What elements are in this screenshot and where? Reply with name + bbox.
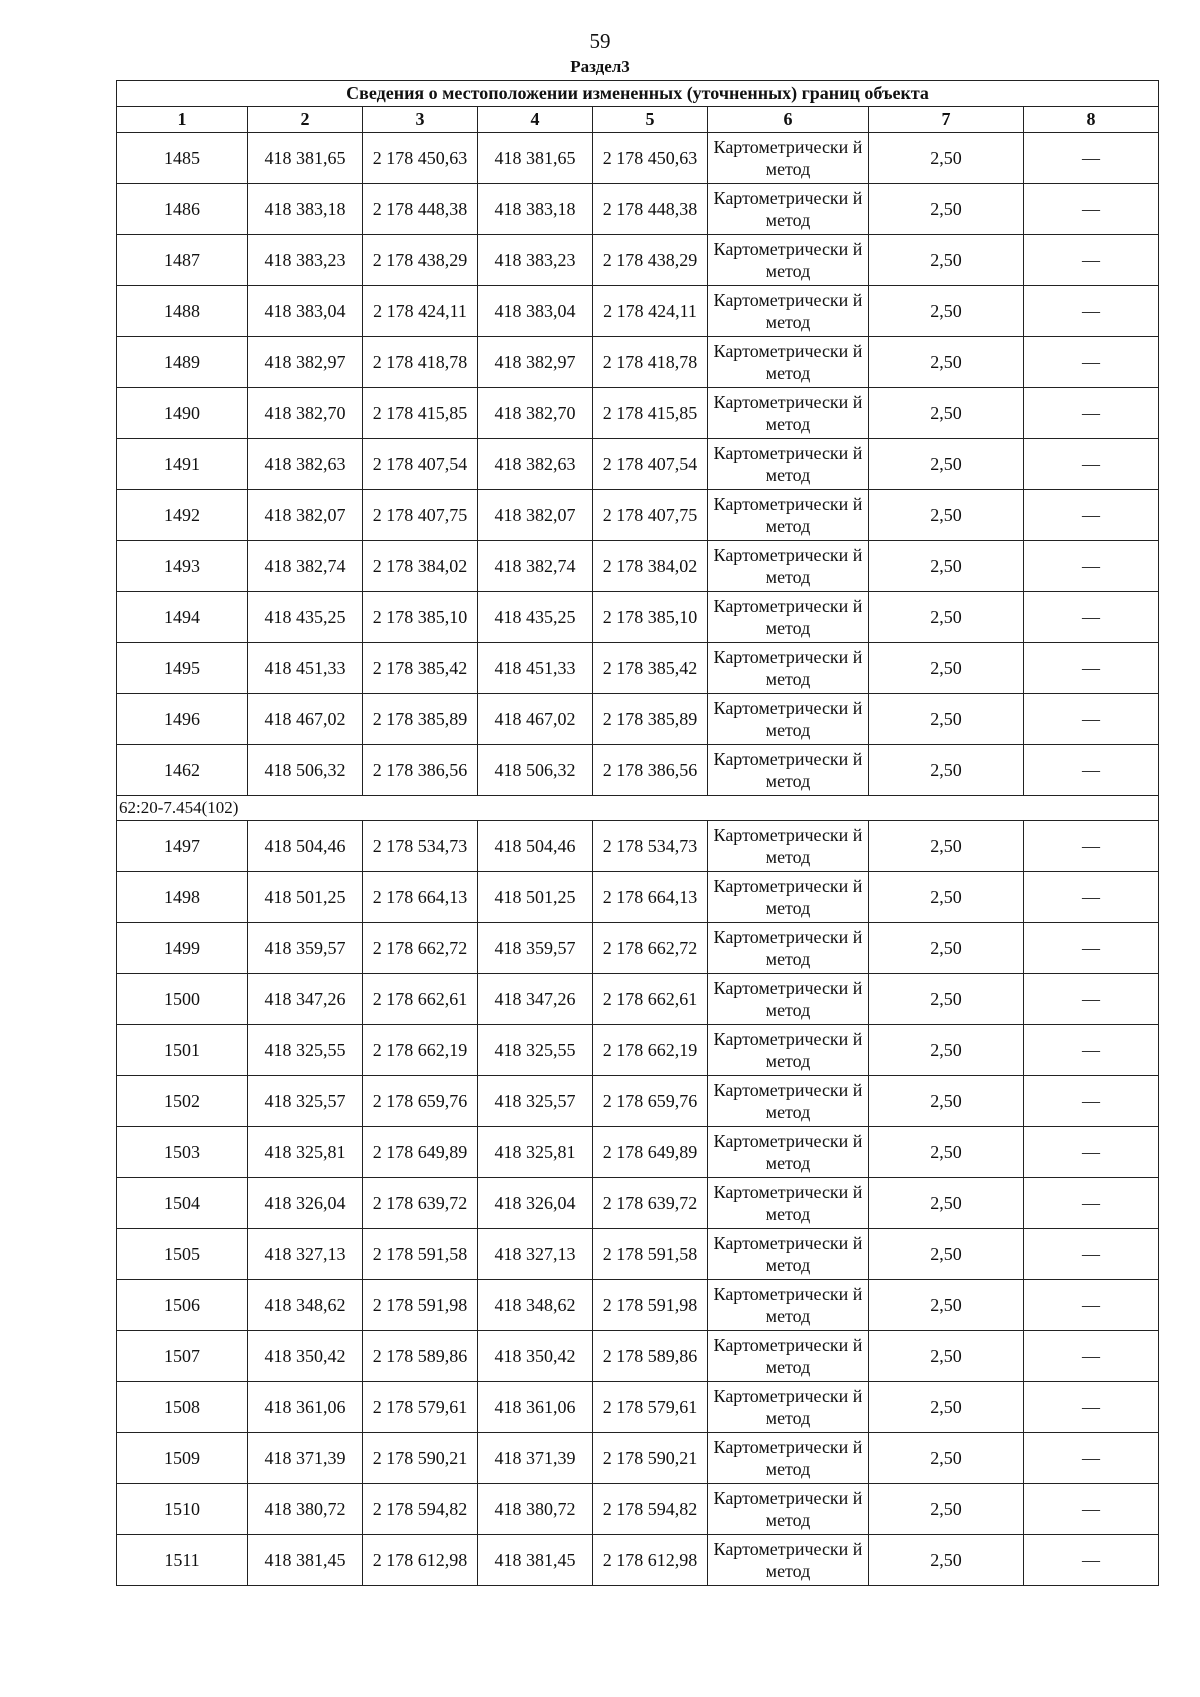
cell-old-y: 2 178 438,29 [363, 235, 478, 286]
cell-accuracy: 2,50 [869, 286, 1024, 337]
cell-new-y: 2 178 385,89 [593, 694, 708, 745]
table-row [117, 1280, 1159, 1331]
cell-new-x: 418 382,07 [478, 490, 593, 541]
cell-note: — [1024, 643, 1159, 694]
cell-method: Картометрически й метод [708, 745, 869, 796]
cell-old-x: 418 501,25 [248, 872, 363, 923]
cell-method: Картометрически й метод [708, 1229, 869, 1280]
cell-accuracy: 2,50 [869, 643, 1024, 694]
cell-new-y: 2 178 594,82 [593, 1484, 708, 1535]
cell-accuracy: 2,50 [869, 821, 1024, 872]
cell-note: — [1024, 1025, 1159, 1076]
cell-new-x: 418 382,70 [478, 388, 593, 439]
column-number-7: 7 [869, 107, 1024, 133]
cell-new-x: 418 327,13 [478, 1229, 593, 1280]
table-row [117, 1178, 1159, 1229]
cell-accuracy: 2,50 [869, 745, 1024, 796]
cell-accuracy: 2,50 [869, 490, 1024, 541]
cell-old-x: 418 382,70 [248, 388, 363, 439]
cell-point-number: 1497 [117, 821, 248, 872]
cell-point-number: 1504 [117, 1178, 248, 1229]
cell-old-x: 418 383,04 [248, 286, 363, 337]
cell-point-number: 1498 [117, 872, 248, 923]
cell-new-x: 418 325,57 [478, 1076, 593, 1127]
cell-accuracy: 2,50 [869, 923, 1024, 974]
cell-new-y: 2 178 612,98 [593, 1535, 708, 1586]
cell-note: — [1024, 872, 1159, 923]
cell-method: Картометрически й метод [708, 1127, 869, 1178]
cell-accuracy: 2,50 [869, 592, 1024, 643]
table-caption: Сведения о местоположении измененных (уточненных) границ объекта [117, 81, 1159, 107]
cell-new-y: 2 178 591,98 [593, 1280, 708, 1331]
cell-method: Картометрически й метод [708, 337, 869, 388]
table-row [117, 643, 1159, 694]
table-row [117, 133, 1159, 184]
table-header [117, 81, 1159, 133]
cell-point-number: 1500 [117, 974, 248, 1025]
table-caption-row [117, 81, 1159, 107]
cell-new-x: 418 326,04 [478, 1178, 593, 1229]
table-row [117, 694, 1159, 745]
cell-old-x: 418 383,18 [248, 184, 363, 235]
cell-accuracy: 2,50 [869, 1280, 1024, 1331]
cell-note: — [1024, 821, 1159, 872]
cell-point-number: 1502 [117, 1076, 248, 1127]
table-row [117, 592, 1159, 643]
cell-old-y: 2 178 659,76 [363, 1076, 478, 1127]
cell-point-number: 1490 [117, 388, 248, 439]
cell-old-x: 418 381,45 [248, 1535, 363, 1586]
cell-new-y: 2 178 534,73 [593, 821, 708, 872]
cell-method: Картометрически й метод [708, 1025, 869, 1076]
cell-accuracy: 2,50 [869, 1229, 1024, 1280]
cell-new-y: 2 178 662,72 [593, 923, 708, 974]
cell-new-x: 418 435,25 [478, 592, 593, 643]
cell-accuracy: 2,50 [869, 1331, 1024, 1382]
table-row [117, 490, 1159, 541]
cell-new-x: 418 361,06 [478, 1382, 593, 1433]
cell-old-y: 2 178 385,10 [363, 592, 478, 643]
cell-point-number: 1509 [117, 1433, 248, 1484]
cell-method: Картометрически й метод [708, 1382, 869, 1433]
cell-new-x: 418 371,39 [478, 1433, 593, 1484]
cell-new-y: 2 178 662,61 [593, 974, 708, 1025]
table-row [117, 439, 1159, 490]
group-label: 62:20-7.454(102) [117, 796, 1159, 821]
cell-accuracy: 2,50 [869, 1127, 1024, 1178]
cell-new-x: 418 382,97 [478, 337, 593, 388]
cell-old-x: 418 347,26 [248, 974, 363, 1025]
cell-new-x: 418 383,23 [478, 235, 593, 286]
cell-method: Картометрически й метод [708, 541, 869, 592]
cell-new-y: 2 178 639,72 [593, 1178, 708, 1229]
cell-new-x: 418 348,62 [478, 1280, 593, 1331]
cell-note: — [1024, 1331, 1159, 1382]
cell-new-x: 418 382,74 [478, 541, 593, 592]
cell-old-y: 2 178 579,61 [363, 1382, 478, 1433]
cell-old-x: 418 380,72 [248, 1484, 363, 1535]
table-row [117, 1331, 1159, 1382]
cell-accuracy: 2,50 [869, 1025, 1024, 1076]
table-row [117, 337, 1159, 388]
cell-new-y: 2 178 407,75 [593, 490, 708, 541]
cell-old-x: 418 382,07 [248, 490, 363, 541]
cell-method: Картометрически й метод [708, 872, 869, 923]
cell-point-number: 1488 [117, 286, 248, 337]
column-number-5: 5 [593, 107, 708, 133]
cell-note: — [1024, 592, 1159, 643]
section-title: Раздел3 [570, 57, 630, 76]
cell-note: — [1024, 923, 1159, 974]
cell-note: — [1024, 1382, 1159, 1433]
coordinates-table [116, 80, 1159, 1586]
cell-note: — [1024, 1178, 1159, 1229]
table-row [117, 872, 1159, 923]
cell-new-y: 2 178 662,19 [593, 1025, 708, 1076]
cell-new-y: 2 178 450,63 [593, 133, 708, 184]
cell-point-number: 1505 [117, 1229, 248, 1280]
cell-old-x: 418 359,57 [248, 923, 363, 974]
cell-new-x: 418 350,42 [478, 1331, 593, 1382]
cell-old-x: 418 504,46 [248, 821, 363, 872]
cell-point-number: 1499 [117, 923, 248, 974]
cell-old-y: 2 178 591,98 [363, 1280, 478, 1331]
cell-point-number: 1495 [117, 643, 248, 694]
cell-method: Картометрически й метод [708, 1280, 869, 1331]
column-number-4: 4 [478, 107, 593, 133]
column-number-8: 8 [1024, 107, 1159, 133]
cell-method: Картометрически й метод [708, 1535, 869, 1586]
cell-method: Картометрически й метод [708, 490, 869, 541]
cell-old-x: 418 350,42 [248, 1331, 363, 1382]
cell-old-y: 2 178 639,72 [363, 1178, 478, 1229]
cell-point-number: 1503 [117, 1127, 248, 1178]
cell-note: — [1024, 1229, 1159, 1280]
cell-point-number: 1496 [117, 694, 248, 745]
cell-new-y: 2 178 424,11 [593, 286, 708, 337]
group-label-row [117, 796, 1159, 821]
table-row [117, 821, 1159, 872]
cell-method: Картометрически й метод [708, 286, 869, 337]
cell-note: — [1024, 1433, 1159, 1484]
cell-point-number: 1508 [117, 1382, 248, 1433]
cell-new-y: 2 178 386,56 [593, 745, 708, 796]
cell-point-number: 1486 [117, 184, 248, 235]
cell-new-x: 418 347,26 [478, 974, 593, 1025]
cell-note: — [1024, 490, 1159, 541]
cell-old-x: 418 382,74 [248, 541, 363, 592]
cell-point-number: 1507 [117, 1331, 248, 1382]
cell-note: — [1024, 745, 1159, 796]
cell-accuracy: 2,50 [869, 235, 1024, 286]
cell-old-x: 418 348,62 [248, 1280, 363, 1331]
cell-note: — [1024, 286, 1159, 337]
cell-accuracy: 2,50 [869, 1535, 1024, 1586]
cell-old-y: 2 178 384,02 [363, 541, 478, 592]
cell-note: — [1024, 439, 1159, 490]
cell-accuracy: 2,50 [869, 337, 1024, 388]
cell-point-number: 1487 [117, 235, 248, 286]
cell-point-number: 1506 [117, 1280, 248, 1331]
cell-point-number: 1491 [117, 439, 248, 490]
cell-method: Картометрически й метод [708, 439, 869, 490]
cell-old-y: 2 178 418,78 [363, 337, 478, 388]
column-number-6: 6 [708, 107, 869, 133]
cell-point-number: 1510 [117, 1484, 248, 1535]
cell-new-x: 418 380,72 [478, 1484, 593, 1535]
cell-new-x: 418 382,63 [478, 439, 593, 490]
table-row [117, 184, 1159, 235]
table-row [117, 235, 1159, 286]
cell-new-y: 2 178 385,42 [593, 643, 708, 694]
cell-old-y: 2 178 662,19 [363, 1025, 478, 1076]
cell-accuracy: 2,50 [869, 1484, 1024, 1535]
cell-method: Картометрически й метод [708, 592, 869, 643]
cell-new-y: 2 178 418,78 [593, 337, 708, 388]
cell-old-x: 418 361,06 [248, 1382, 363, 1433]
cell-note: — [1024, 133, 1159, 184]
cell-new-x: 418 381,45 [478, 1535, 593, 1586]
cell-note: — [1024, 541, 1159, 592]
cell-old-x: 418 382,97 [248, 337, 363, 388]
cell-accuracy: 2,50 [869, 1178, 1024, 1229]
cell-new-x: 418 467,02 [478, 694, 593, 745]
table-row [117, 745, 1159, 796]
table-row [117, 1076, 1159, 1127]
cell-old-x: 418 467,02 [248, 694, 363, 745]
table-row [117, 1535, 1159, 1586]
cell-point-number: 1489 [117, 337, 248, 388]
cell-old-x: 418 506,32 [248, 745, 363, 796]
cell-method: Картометрически й метод [708, 821, 869, 872]
cell-accuracy: 2,50 [869, 388, 1024, 439]
cell-accuracy: 2,50 [869, 1433, 1024, 1484]
cell-note: — [1024, 184, 1159, 235]
cell-old-y: 2 178 649,89 [363, 1127, 478, 1178]
cell-old-y: 2 178 386,56 [363, 745, 478, 796]
cell-old-x: 418 327,13 [248, 1229, 363, 1280]
cell-old-y: 2 178 415,85 [363, 388, 478, 439]
cell-note: — [1024, 337, 1159, 388]
cell-old-x: 418 325,81 [248, 1127, 363, 1178]
cell-old-y: 2 178 448,38 [363, 184, 478, 235]
cell-new-y: 2 178 664,13 [593, 872, 708, 923]
cell-point-number: 1494 [117, 592, 248, 643]
cell-old-y: 2 178 662,72 [363, 923, 478, 974]
table-row [117, 1025, 1159, 1076]
cell-accuracy: 2,50 [869, 184, 1024, 235]
cell-method: Картометрически й метод [708, 974, 869, 1025]
cell-accuracy: 2,50 [869, 694, 1024, 745]
cell-new-y: 2 178 438,29 [593, 235, 708, 286]
cell-old-y: 2 178 385,89 [363, 694, 478, 745]
table-row [117, 974, 1159, 1025]
cell-old-x: 418 382,63 [248, 439, 363, 490]
cell-old-y: 2 178 534,73 [363, 821, 478, 872]
page-number: 59 [589, 29, 611, 53]
cell-old-y: 2 178 407,54 [363, 439, 478, 490]
cell-old-y: 2 178 407,75 [363, 490, 478, 541]
table-row [117, 1433, 1159, 1484]
cell-accuracy: 2,50 [869, 1076, 1024, 1127]
cell-accuracy: 2,50 [869, 541, 1024, 592]
cell-new-y: 2 178 589,86 [593, 1331, 708, 1382]
cell-note: — [1024, 1127, 1159, 1178]
cell-new-x: 418 504,46 [478, 821, 593, 872]
cell-old-y: 2 178 591,58 [363, 1229, 478, 1280]
column-number-3: 3 [363, 107, 478, 133]
cell-new-x: 418 381,65 [478, 133, 593, 184]
column-number-row [117, 107, 1159, 133]
column-number-1: 1 [117, 107, 248, 133]
table-row [117, 541, 1159, 592]
table-body [117, 133, 1159, 1586]
cell-new-x: 418 506,32 [478, 745, 593, 796]
cell-method: Картометрически й метод [708, 133, 869, 184]
cell-method: Картометрически й метод [708, 235, 869, 286]
cell-new-y: 2 178 448,38 [593, 184, 708, 235]
cell-note: — [1024, 388, 1159, 439]
cell-note: — [1024, 1535, 1159, 1586]
cell-point-number: 1511 [117, 1535, 248, 1586]
cell-accuracy: 2,50 [869, 439, 1024, 490]
cell-old-y: 2 178 589,86 [363, 1331, 478, 1382]
cell-old-y: 2 178 664,13 [363, 872, 478, 923]
cell-method: Картометрически й метод [708, 388, 869, 439]
cell-new-x: 418 325,81 [478, 1127, 593, 1178]
cell-note: — [1024, 235, 1159, 286]
cell-new-y: 2 178 659,76 [593, 1076, 708, 1127]
cell-method: Картометрически й метод [708, 1331, 869, 1382]
cell-old-x: 418 325,55 [248, 1025, 363, 1076]
cell-new-y: 2 178 415,85 [593, 388, 708, 439]
cell-new-x: 418 325,55 [478, 1025, 593, 1076]
cell-note: — [1024, 1076, 1159, 1127]
cell-point-number: 1493 [117, 541, 248, 592]
table-row [117, 923, 1159, 974]
cell-method: Картометрически й метод [708, 1076, 869, 1127]
cell-new-y: 2 178 384,02 [593, 541, 708, 592]
table-row [117, 388, 1159, 439]
cell-old-x: 418 451,33 [248, 643, 363, 694]
cell-old-y: 2 178 424,11 [363, 286, 478, 337]
cell-method: Картометрически й метод [708, 1433, 869, 1484]
cell-method: Картометрически й метод [708, 694, 869, 745]
cell-old-y: 2 178 590,21 [363, 1433, 478, 1484]
cell-new-x: 418 451,33 [478, 643, 593, 694]
cell-old-y: 2 178 612,98 [363, 1535, 478, 1586]
cell-old-y: 2 178 662,61 [363, 974, 478, 1025]
cell-new-y: 2 178 407,54 [593, 439, 708, 490]
cell-note: — [1024, 694, 1159, 745]
cell-method: Картометрически й метод [708, 1178, 869, 1229]
cell-point-number: 1501 [117, 1025, 248, 1076]
cell-new-y: 2 178 579,61 [593, 1382, 708, 1433]
cell-method: Картометрически й метод [708, 184, 869, 235]
cell-old-y: 2 178 385,42 [363, 643, 478, 694]
cell-new-y: 2 178 385,10 [593, 592, 708, 643]
cell-accuracy: 2,50 [869, 974, 1024, 1025]
cell-accuracy: 2,50 [869, 133, 1024, 184]
table-row [117, 1382, 1159, 1433]
cell-note: — [1024, 1280, 1159, 1331]
column-number-2: 2 [248, 107, 363, 133]
cell-new-y: 2 178 649,89 [593, 1127, 708, 1178]
cell-new-x: 418 501,25 [478, 872, 593, 923]
cell-new-x: 418 383,04 [478, 286, 593, 337]
cell-note: — [1024, 974, 1159, 1025]
cell-old-y: 2 178 594,82 [363, 1484, 478, 1535]
table-row [117, 286, 1159, 337]
cell-new-y: 2 178 590,21 [593, 1433, 708, 1484]
table-row [117, 1127, 1159, 1178]
cell-old-x: 418 381,65 [248, 133, 363, 184]
cell-old-x: 418 371,39 [248, 1433, 363, 1484]
cell-old-y: 2 178 450,63 [363, 133, 478, 184]
cell-old-x: 418 326,04 [248, 1178, 363, 1229]
cell-note: — [1024, 1484, 1159, 1535]
cell-accuracy: 2,50 [869, 1382, 1024, 1433]
table-row [117, 1484, 1159, 1535]
cell-new-x: 418 383,18 [478, 184, 593, 235]
cell-old-x: 418 325,57 [248, 1076, 363, 1127]
cell-point-number: 1485 [117, 133, 248, 184]
cell-new-x: 418 359,57 [478, 923, 593, 974]
cell-new-y: 2 178 591,58 [593, 1229, 708, 1280]
cell-old-x: 418 383,23 [248, 235, 363, 286]
cell-method: Картометрически й метод [708, 643, 869, 694]
cell-accuracy: 2,50 [869, 872, 1024, 923]
cell-method: Картометрически й метод [708, 1484, 869, 1535]
cell-old-x: 418 435,25 [248, 592, 363, 643]
table-row [117, 1229, 1159, 1280]
cell-point-number: 1492 [117, 490, 248, 541]
cell-method: Картометрически й метод [708, 923, 869, 974]
cell-point-number: 1462 [117, 745, 248, 796]
